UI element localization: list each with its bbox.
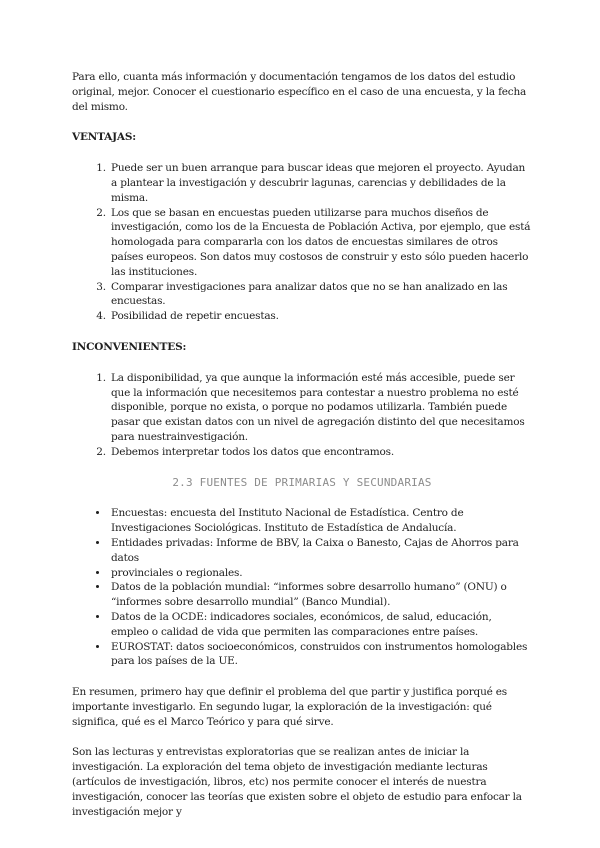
intro-paragraph: Para ello, cuanta más información y documentación tengamos de los datos del estudio original, mejor. Conocer el cuestionario específico en el caso de una encuesta, y la fecha del mismo. — [72, 71, 527, 113]
list-item: 3. Comparar investigaciones para analizar datos que no se han analizado en las encuestas. — [109, 280, 532, 310]
inconvenientes-list — [72, 371, 532, 460]
list-item: • Datos de la OCDE: indicadores sociales, económicos, de salud, educación, empleo o calidad de vida que permiten las comparaciones entre países. — [109, 610, 532, 640]
inconvenientes-heading: INCONVENIENTES: — [72, 340, 187, 353]
list-item: • Entidades privadas: Informe de BBV, la Caixa o Banesto, Cajas de Ahorros para datos — [109, 536, 532, 566]
list-item: • provinciales o regionales. — [109, 566, 532, 581]
list-item: 1. La disponibilidad, ya que aunque la información esté más accesible, puede ser que la información que necesitemos para contestar a nuestro problema no esté disponible, porque no exista, o porque no podamos utilizarla. También puede pasar que existan datos con un nivel de agregación distinto del que necesitamos para nuestrainvestigación. — [109, 371, 532, 445]
list-item: 2. Los que se basan en encuestas pueden utilizarse para muchos diseños de investigación, como los de la Encuesta de Población Activa, por ejemplo, que está homologada para compararla con los datos de encuestas similares de otros países europeos. Son datos muy costosos de construir y esto sólo pueden hacerlo las instituciones. — [109, 206, 532, 280]
resumen-paragraph: En resumen, primero hay que definir el problema del que partir y justifica porqué es importante investigarlo. En segundo lugar, la exploración de la investigación: qué significa, qué es el Marco Teórico y para qué sirve. — [72, 686, 507, 728]
fuentes-list — [72, 506, 532, 669]
list-item: 1. Puede ser un buen arranque para buscar ideas que mejoren el proyecto. Ayudan a plantear la investigación y descubrir lagunas, carencias y debilidades de la misma. — [109, 161, 532, 205]
list-item: • Datos de la población mundial: “informes sobre desarrollo humano” (ONU) o “informes sobre desarrollo mundial” (Banco Mundial). — [109, 580, 532, 610]
list-item: • EUROSTAT: datos socioeconómicos, construidos con instrumentos homologables para los países de la UE. — [109, 640, 532, 670]
list-item: • Encuestas: encuesta del Instituto Nacional de Estadística. Centro de Investigaciones Sociológicas. Instituto de Estadística de Andalucía. — [109, 506, 532, 536]
document-body — [72, 70, 532, 835]
ventajas-heading: VENTAJAS: — [72, 131, 136, 144]
final-paragraph: Son las lecturas y entrevistas exploratorias que se realizan antes de iniciar la investigación. La exploración del tema objeto de investigación mediante lecturas (artículos de investigación, libros, etc) nos permite conocer el interés de nuestra investigación, conocer las teorías que existen sobre el objeto de estudio para enfocar la investigación mejor y — [72, 746, 522, 818]
section-title: 2.3 FUENTES DE PRIMARIAS Y SECUNDARIAS — [172, 475, 432, 489]
ventajas-list — [72, 161, 532, 324]
list-item: 4. Posibilidad de repetir encuestas. — [109, 309, 532, 324]
list-item: 2. Debemos interpretar todos los datos que encontramos. — [109, 445, 532, 460]
